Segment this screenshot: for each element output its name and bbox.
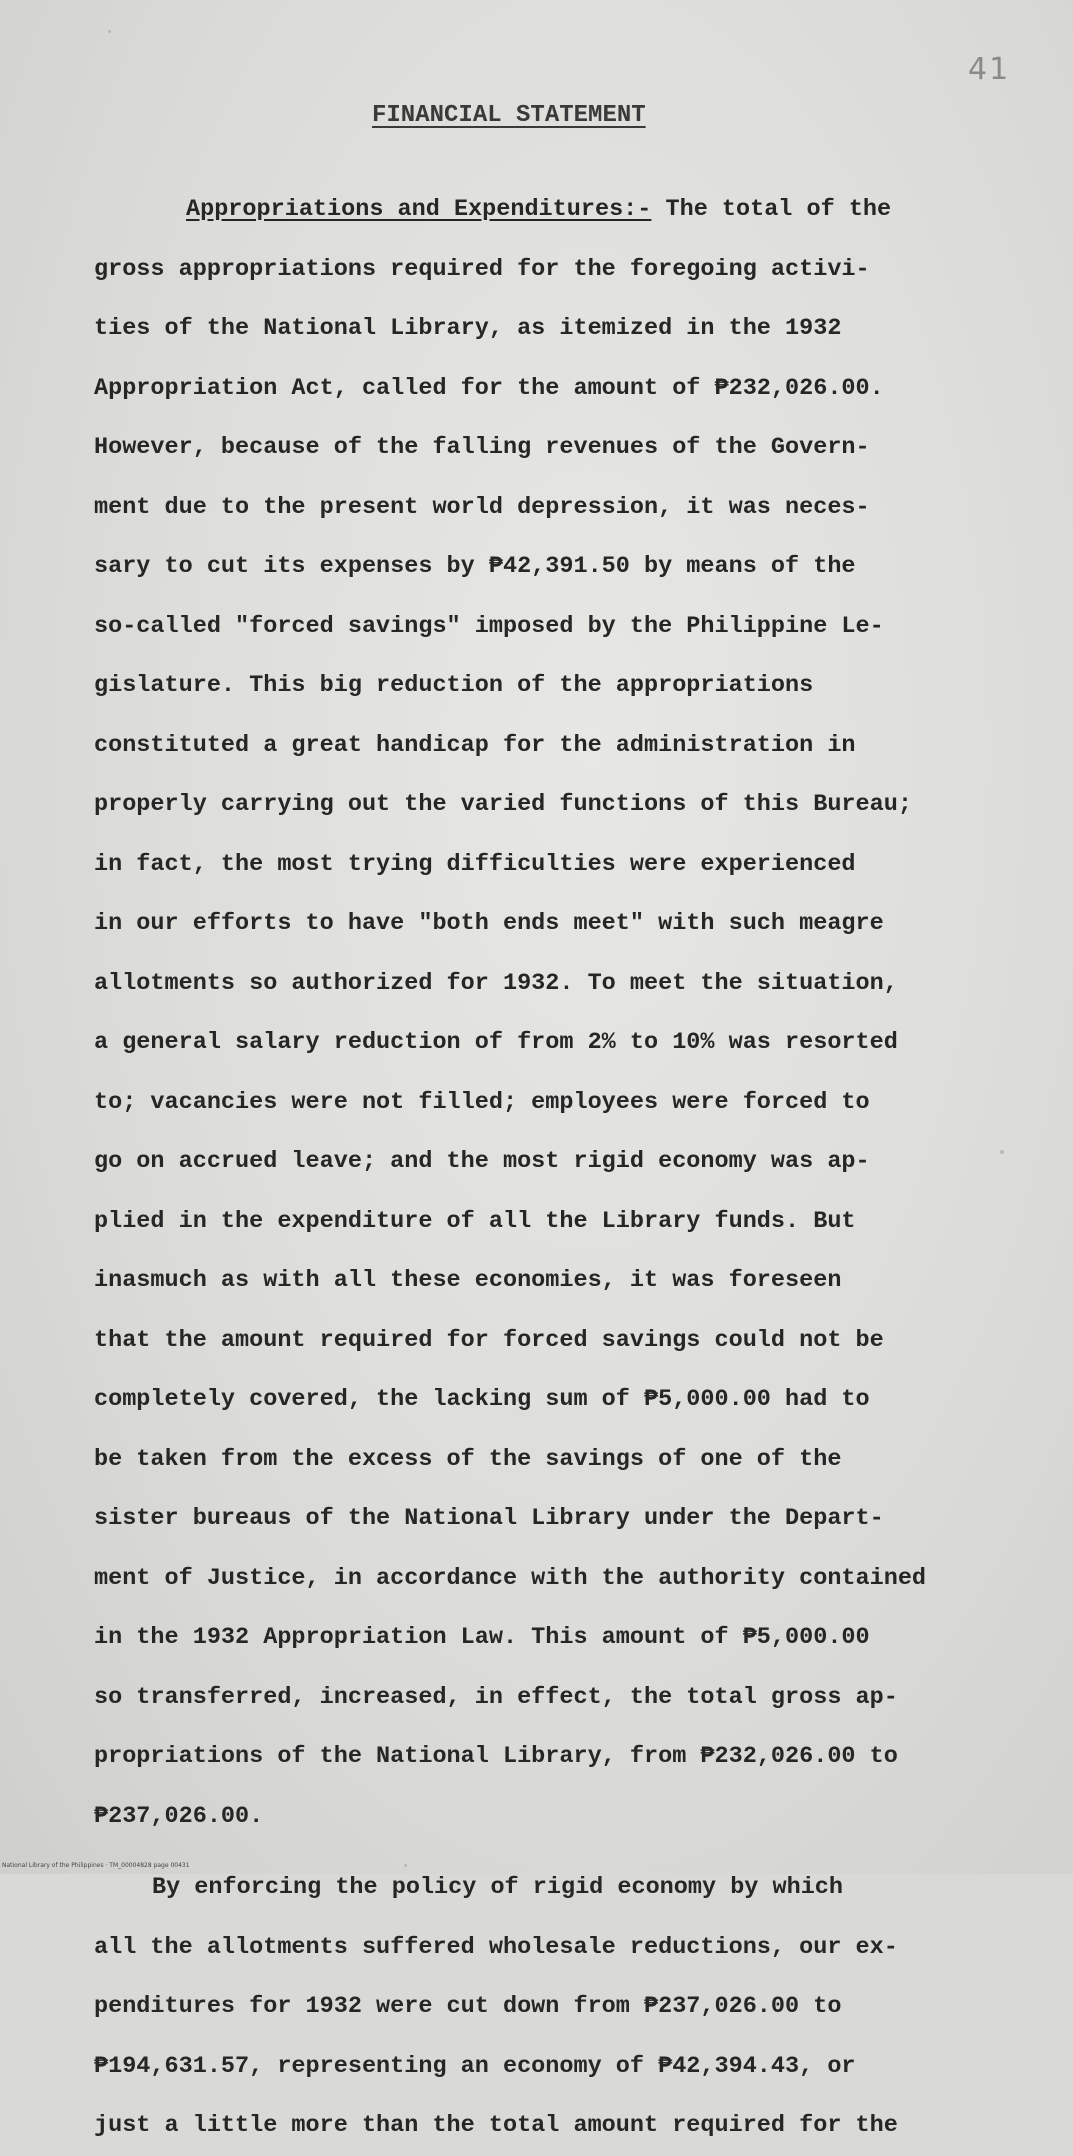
- paragraph-1-line: completely covered, the lacking sum of ₱5,000.00 had to: [94, 1386, 870, 1413]
- paragraph-1-line: allotments so authorized for 1932. To meet the situation,: [94, 969, 898, 997]
- paragraph-1-line: properly carrying out the varied functions of this Bureau;: [94, 791, 912, 818]
- paragraph-1-line: go on accrued leave; and the most rigid economy was ap-: [94, 1148, 870, 1175]
- paragraph-1-line: constituted a great handicap for the administration in: [94, 731, 856, 759]
- paragraph-1-line: sary to cut its expenses by ₱42,391.50 by means of the: [94, 553, 856, 580]
- paragraph-1-line: that the amount required for forced savings could not be: [94, 1326, 884, 1354]
- paragraph-2-line: all the allotments suffered wholesale reductions, our ex-: [94, 1933, 898, 1961]
- page-number: 41: [968, 52, 1011, 87]
- document-body: [94, 180, 1014, 2156]
- paragraph-1-line: gislature. This big reduction of the appropriations: [94, 672, 814, 699]
- paragraph-1-line: in fact, the most trying difficulties were experienced: [94, 850, 856, 878]
- paragraph-1-line: Appropriation Act, called for the amount of ₱232,026.00.: [94, 374, 884, 402]
- paragraph-1-line: propriations of the National Library, from ₱232,026.00 to: [94, 1743, 898, 1770]
- paragraph-2-line: penditures for 1932 were cut down from ₱237,026.00 to: [94, 1993, 842, 2020]
- paragraph-1-line: in the 1932 Appropriation Law. This amount of ₱5,000.00: [94, 1624, 870, 1651]
- paragraph-2-line: just a little more than the total amount required for the: [94, 2112, 898, 2139]
- paragraph-1-line: plied in the expenditure of all the Library funds. But: [94, 1207, 856, 1235]
- paragraph-1-line: be taken from the excess of the savings of one of the: [94, 1445, 842, 1473]
- paragraph-2-line: By enforcing the policy of rigid economy by which: [152, 1874, 844, 1901]
- paragraph-1-line: gross appropriations required for the foregoing activi-: [94, 255, 870, 283]
- paragraph-1-line: ties of the National Library, as itemized in the 1932: [94, 315, 842, 342]
- paragraph-1-line: ment due to the present world depression, it was neces-: [94, 493, 870, 521]
- paragraph-1-line: Appropriations and Expenditures:- The total of the: [186, 196, 892, 223]
- paper-speck: [108, 30, 111, 33]
- paragraph-1-line: However, because of the falling revenues of the Govern-: [94, 434, 870, 461]
- paragraph-1-line: ment of Justice, in accordance with the authority contained: [94, 1564, 927, 1592]
- scan-footer-note: National Library of the Philippines · TM_00004828 page 00431: [2, 1862, 190, 1869]
- paragraph-1-line: to; vacancies were not filled; employees were forced to: [94, 1088, 870, 1116]
- paragraph-1-line: so-called "forced savings" imposed by the Philippine Le-: [94, 612, 884, 640]
- paragraph-2-line: ₱194,631.57, representing an economy of ₱42,394.43, or: [94, 2052, 856, 2080]
- paragraph-1-line: inasmuch as with all these economies, it was foreseen: [94, 1267, 842, 1294]
- paragraph-1-line: in our efforts to have "both ends meet" with such meagre: [94, 910, 884, 937]
- paragraph-1-line: sister bureaus of the National Library under the Depart-: [94, 1505, 884, 1532]
- paragraph-1-line: a general salary reduction of from 2% to 10% was resorted: [94, 1029, 898, 1056]
- section-label: Appropriations and Expenditures:-: [186, 196, 652, 223]
- document-heading: FINANCIAL STATEMENT: [372, 102, 646, 129]
- paragraph-1-line: ₱237,026.00.: [94, 1802, 264, 1830]
- paragraph-1-line: so transferred, increased, in effect, the total gross ap-: [94, 1683, 898, 1711]
